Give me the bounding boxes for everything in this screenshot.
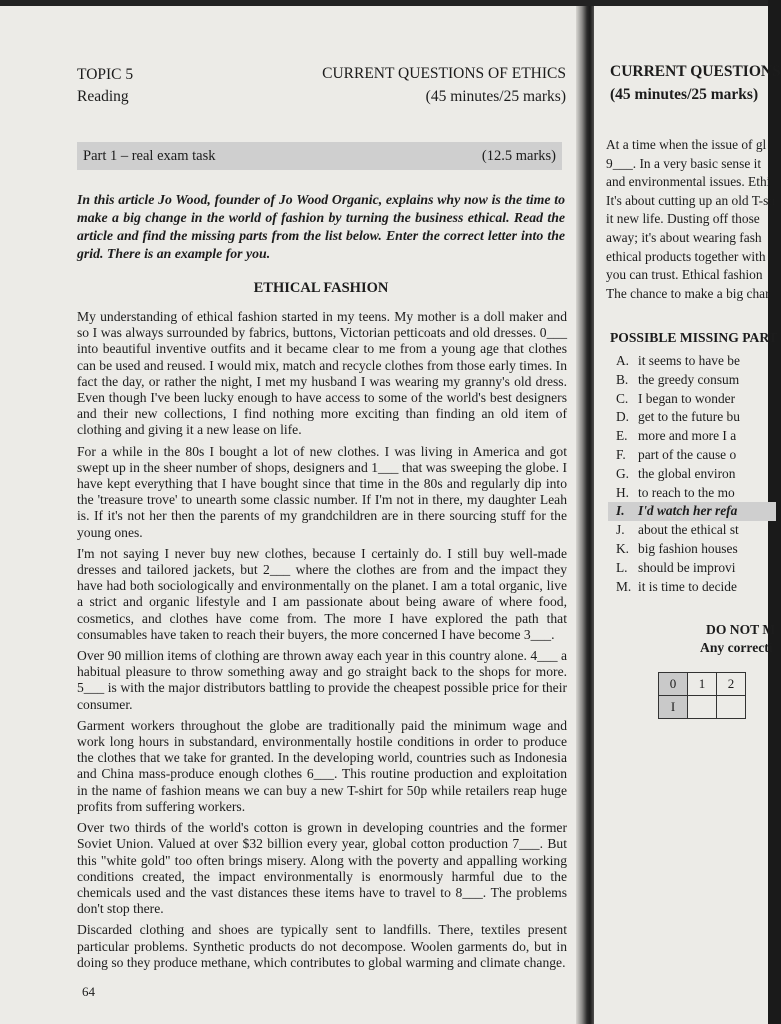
right-chapter-duration: (45 minutes/25 marks)	[610, 86, 759, 103]
right-chapter-header	[610, 60, 781, 106]
option-item	[616, 540, 776, 559]
option-letter: L.	[616, 559, 628, 575]
text-line: away; it's about wearing fash	[606, 229, 762, 245]
article-paragraph: Discarded clothing and shoes are typically sent to landfills. There, textiles present particular problems. Synthetic products do not decompose. Woolen garments do, but in doing so they produce methane, which contributes to global warming and climate change.	[77, 922, 567, 970]
grid-header-cell: 0	[659, 673, 688, 696]
scan-top-edge	[0, 0, 768, 6]
grid-answer-cell[interactable]	[688, 696, 717, 719]
option-text: get to the future bu	[638, 409, 740, 425]
option-item	[616, 371, 776, 390]
text-line: ethical products together with	[606, 248, 766, 264]
part-label: Part 1 – real exam task	[83, 147, 216, 164]
text-line: and environmental issues. Ethi	[606, 174, 771, 190]
option-text: part of the cause o	[638, 446, 737, 462]
topic-label: TOPIC 5	[77, 66, 134, 83]
option-item	[616, 446, 776, 465]
article-paragraph: Over two thirds of the world's cotton is grown in developing countries and the former Soviet Union. Valued at over $32 billion every year, global cotton production 7___. But this "white gold" too often brings misery. Along with the poverty and appalling working conditions created, the impact environmentally is enormously harmful due to the chemicals used and the vast distances these items have to travel to 8___. The problems don't stop there.	[77, 820, 567, 917]
option-item	[616, 559, 776, 578]
option-item	[616, 408, 776, 427]
option-text: it is time to decide	[638, 578, 737, 594]
answer-grid	[658, 672, 746, 719]
option-text: should be improvi	[638, 559, 736, 575]
grid-header-cell: 2	[717, 673, 746, 696]
option-letter: J.	[616, 522, 625, 538]
text-line: you can trust. Ethical fashion	[606, 267, 763, 283]
right-chapter-title: CURRENT QUESTIONS	[610, 63, 781, 80]
option-text: to reach to the mo	[638, 484, 735, 500]
option-item	[616, 465, 776, 484]
option-text: the greedy consum	[638, 371, 740, 387]
article-body	[77, 309, 567, 976]
text-line: it new life. Dusting off those	[606, 211, 760, 227]
option-letter: I.	[616, 503, 625, 519]
options-list	[616, 352, 776, 596]
option-letter: H.	[616, 484, 630, 500]
missing-parts-title: POSSIBLE MISSING PART	[610, 330, 778, 345]
article-paragraph: Over 90 million items of clothing are thrown away each year in this country alone. 4___ a habitual pleasure to throw something away and go straight back to the shops for more. 5___ is with the major distributors battling to provide the cheapest possible price for their consumer.	[77, 648, 567, 712]
grid-answer-row	[659, 696, 746, 719]
option-item	[616, 427, 776, 446]
option-item	[616, 352, 776, 371]
chapter-header	[266, 62, 566, 108]
option-text: I'd watch her refa	[638, 503, 738, 519]
article-title: ETHICAL FASHION	[253, 280, 389, 296]
article-paragraph: Garment workers throughout the globe are traditionally paid the minimum wage and work long hours in substandard, environmentally hostile conditions in order to produce the clothes that we take for granted. In the developing world, countries such as Indonesia and China mass-produce enough clothes 6___. This routine production and exploitation in the name of fashion means we can buy a new T-shirt for 50p while retailers reap huge profits from suffering workers.	[77, 717, 567, 814]
option-item	[616, 390, 776, 409]
grid-answer-cell[interactable]	[717, 696, 746, 719]
right-article-continuation	[606, 136, 776, 303]
option-letter: M.	[616, 578, 632, 594]
option-item	[616, 521, 776, 540]
option-text: more and more I a	[638, 428, 737, 444]
part-banner	[77, 142, 562, 170]
option-letter: G.	[616, 465, 630, 481]
example-option-item	[608, 502, 776, 521]
article-paragraph: For a while in the 80s I bought a lot of new clothes. I was living in America and got swept up in the sheer number of shops, designers and 1___ that was sweeping the globe. I have kept everything that I have bought since that time in the 80s and regularly dip into the 'treasure trove' to unearth some classic number. If I'm not in there, my daughter Leah is. If it's not her then the parents of my grandchildren are in there sourcing stuff for the young ones.	[77, 443, 567, 540]
part-marks: (12.5 marks)	[481, 147, 556, 164]
option-letter: B.	[616, 371, 629, 387]
option-text: it seems to have be	[638, 353, 740, 368]
article-paragraph: I'm not saying I never buy new clothes, because I certainly do. I still buy well-made dresses and tailored jackets, but 2___ where the clothes are from and the impact they have had both sociologically and environmentally on the planet. I am a total organic, live a strict and organic lifestyle and I am passionate about being aware of where food, cosmetics, and clothes have come from. The more I have explored the path that consumables have taken to reach their buyers, the more concerned I have become 3___.	[77, 545, 567, 642]
option-letter: E.	[616, 428, 628, 444]
option-text: about the ethical st	[638, 522, 739, 538]
chapter-title: CURRENT QUESTIONS OF ETHICS	[322, 65, 566, 82]
option-text: big fashion houses	[638, 540, 738, 556]
option-letter: K.	[616, 540, 630, 556]
text-line: At a time when the issue of gl	[606, 137, 767, 152]
correction-warning: Any correcti	[700, 640, 773, 655]
right-page	[594, 0, 781, 1024]
option-letter: D.	[616, 409, 630, 425]
task-instructions: In this article Jo Wood, founder of Jo Wood Organic, explains why now is the time to make a big change in the world of fashion by turning the business ethical. Read the article and find the missing parts from the list below. Enter the correct letter into the grid. There is an example for you.	[77, 192, 565, 261]
chapter-duration: (45 minutes/25 marks)	[425, 88, 566, 105]
option-text: I began to wonder	[638, 390, 736, 406]
do-not-warning: DO NOT M	[706, 622, 776, 637]
text-line: 9___. In a very basic sense it	[606, 155, 762, 171]
grid-header-row	[659, 673, 746, 696]
option-letter: A.	[616, 353, 630, 368]
grid-header-cell: 1	[688, 673, 717, 696]
option-item	[616, 578, 776, 597]
section-label: Reading	[77, 88, 129, 105]
option-item	[616, 484, 776, 503]
grid-answer-cell: I	[659, 696, 688, 719]
text-line: The chance to make a big char	[606, 285, 770, 301]
option-letter: C.	[616, 390, 629, 406]
article-paragraph: My understanding of ethical fashion started in my teens. My mother is a doll maker and so I was always surrounded by fabrics, buttons, Victorian petticoats and old dresses. 0___ into beautiful inventive outfits and it became clear to me from a young age that clothes can be used and reused. I would mix, match and recycle clothes from those early times. In fact the day, or rather the night, I met my husband I was wearing my granny's old dress. Even though I've been lucky enough to have access to some of the world's best designers and their new collections, I find nothing more exciting than finding an old item of clothing and giving it a new lease on life.	[77, 309, 567, 438]
option-text: the global environ	[638, 465, 736, 481]
topic-header	[77, 64, 133, 108]
book-gutter	[576, 0, 596, 1024]
page-number: 64	[82, 984, 95, 999]
option-letter: F.	[616, 446, 626, 462]
text-line: It's about cutting up an old T-sh	[606, 192, 776, 208]
